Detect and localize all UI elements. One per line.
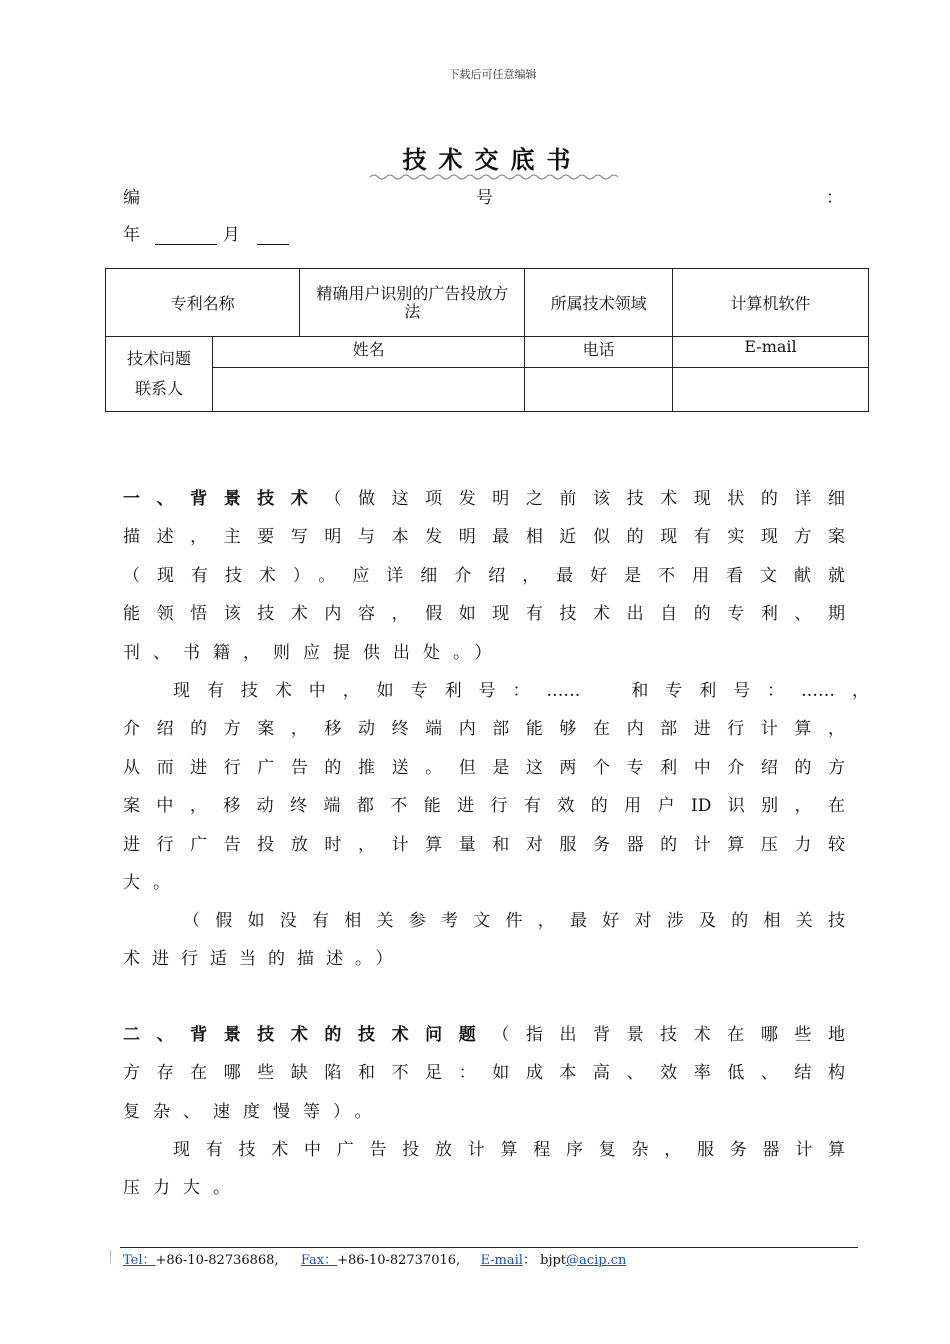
section1-body-line2: 介绍的方案，移动终端内部能够在内部进行计算， <box>123 719 845 740</box>
section1-note-line1: （假如没有相关参考文件，最好对涉及的相关技 <box>183 911 845 931</box>
section2-line3: 复杂、速度慢等）。 <box>123 1101 385 1122</box>
serial-number-label-suffix: 号 <box>476 188 493 208</box>
year-blank[interactable] <box>155 226 217 245</box>
patent-info-table <box>105 268 869 412</box>
field-label: 所属技术领域 <box>525 269 673 337</box>
month-blank[interactable] <box>257 226 289 245</box>
serial-number-colon: ： <box>826 188 843 208</box>
phone-cell[interactable] <box>525 368 673 412</box>
section2-line1: 二、背景技术的技术问题（指出背景技术在哪些地 <box>123 1025 846 1045</box>
section2-body-line1: 现有技术中广告投放计算程序复杂，服务器计算 <box>173 1140 845 1160</box>
patent-name-value: 精确用户识别的广告投放方法 <box>300 269 525 337</box>
section1-note-line2: 术进行适当的描述。） <box>123 949 405 970</box>
section1-line4: 能领悟该技术内容，假如现有技术出自的专利、期 <box>123 604 845 625</box>
section2-line2: 方存在哪些缺陷和不足：如成本高、效率低、结构 <box>123 1063 845 1084</box>
section2-body <box>123 1131 845 1208</box>
section1-intro <box>123 480 845 672</box>
contact-label-line1: 技术问题 <box>126 349 191 368</box>
date-line <box>123 220 289 245</box>
section1-line3: （现有技术）。应详细介绍，最好是不用看文献就 <box>123 565 845 586</box>
section2-heading: 二、背景技术的技术问题 <box>123 1025 493 1045</box>
section1-heading: 一、背景技术 <box>123 489 325 509</box>
document-title: 技术交底书 <box>402 145 583 174</box>
footer-margin-mark <box>110 1250 111 1264</box>
tel-label[interactable]: Tel： <box>123 1253 156 1268</box>
email-user: bjpt <box>540 1253 567 1268</box>
month-label: 月 <box>222 225 240 245</box>
year-label: 年 <box>123 225 140 245</box>
contact-label <box>106 337 213 412</box>
section1-body <box>123 672 869 902</box>
section1-body-line1: 现有技术中，如专利号：…… 和专利号：……， <box>173 681 869 701</box>
email-label[interactable]: E-mail <box>480 1253 523 1268</box>
name-cell[interactable] <box>213 368 525 412</box>
section1-body-line4: 案中，移动终端都不能进行有效的用户ID识别，在 <box>123 796 845 817</box>
footer-contact <box>123 1249 626 1268</box>
section1-line1: 一、背景技术（做这项发明之前该技术现状的详细 <box>123 489 846 509</box>
title-wavy-underline <box>370 172 618 182</box>
section1-line2: 描述，主要写明与本发明最相近似的现有实现方案 <box>123 527 845 548</box>
section2-intro <box>123 1016 845 1131</box>
tel-value: +86-10-82736868, <box>155 1253 279 1268</box>
patent-name-label: 专利名称 <box>106 269 300 337</box>
section2-body-line2: 压力大。 <box>123 1178 243 1199</box>
section1-body-line3: 从而进行广告的推送。但是这两个专利中介绍的方 <box>123 757 845 778</box>
contact-label-line2: 联系人 <box>134 379 183 398</box>
serial-number-label: 编 <box>123 188 140 208</box>
section1-body-line5: 进行广告投放时，计算量和对服务器的计算压力较 <box>123 834 845 855</box>
footer-divider <box>120 1247 858 1248</box>
header-note: 下载后可任意编辑 <box>448 68 537 81</box>
email-separator: ： <box>522 1253 536 1268</box>
fax-label[interactable]: Fax： <box>300 1253 338 1268</box>
field-value: 计算机软件 <box>673 269 869 337</box>
section1-note <box>123 902 845 979</box>
section1-body-line6: 大。 <box>123 873 183 894</box>
name-header: 姓名 <box>213 337 525 368</box>
fax-value: +86-10-82737016, <box>337 1253 461 1268</box>
email-cell[interactable] <box>673 368 869 412</box>
phone-header: 电话 <box>525 337 673 368</box>
email-domain[interactable]: @acip.cn <box>566 1253 627 1268</box>
section1-line5: 刊、书籍，则应提供出处。） <box>123 642 505 663</box>
email-header: E-mail <box>673 337 869 368</box>
